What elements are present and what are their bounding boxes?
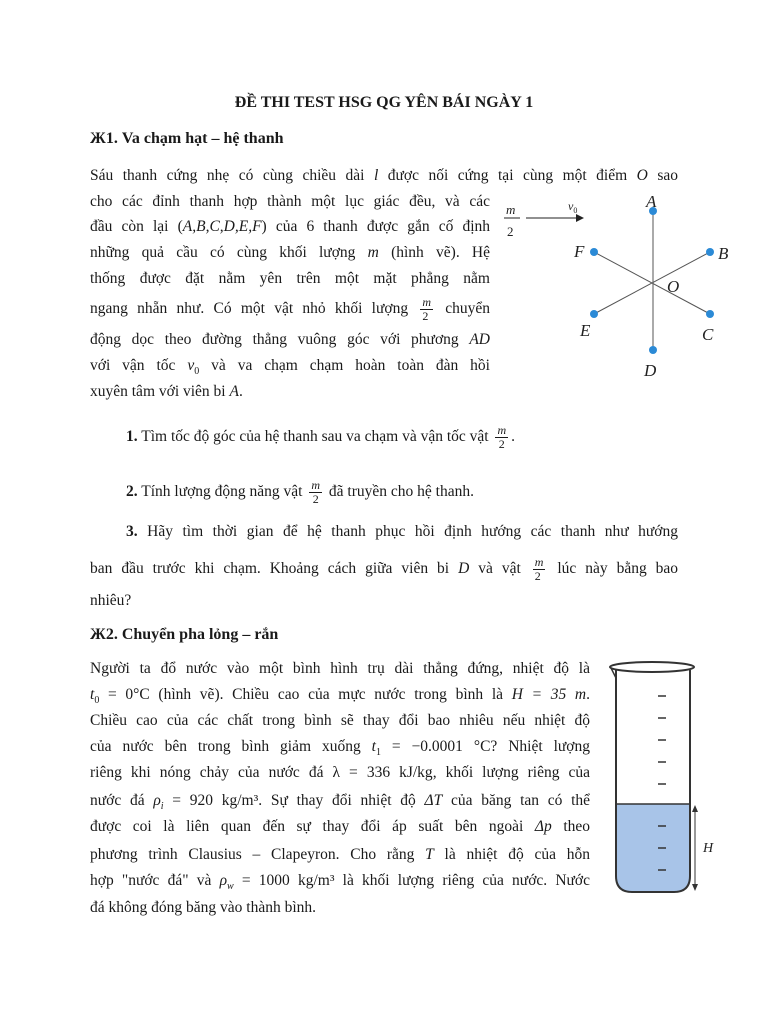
text: sao [657, 167, 679, 184]
p1-line2: cho các đỉnh thanh hợp thành một lục giác đều, và các [90, 193, 490, 210]
p2-line5 [90, 763, 590, 783]
text: là nhiệt độ của hỗn [444, 846, 591, 863]
text: Sáu thanh cứng nhẹ có cùng chiều dài [90, 167, 365, 184]
fraction-m-over-2: $\frac{m}{2}$ [311, 478, 321, 506]
text: ? Nhiệt lượng [490, 738, 590, 755]
text: đầu còn lại ( [90, 218, 183, 235]
text: là khối lượng riêng của nước. Nước [342, 872, 591, 889]
incoming-mass [504, 199, 584, 239]
text: . [238, 383, 243, 400]
rod-system-figure [496, 186, 756, 386]
label-D: D [644, 361, 657, 380]
fraction-m-over-2: $\frac{m}{2}$ [497, 423, 507, 451]
text: được coi là liên quan đến sự thay đổi áp suất bên ngoài [90, 818, 524, 835]
text: của nước bên trong bình giảm xuống [90, 738, 361, 755]
p2-line4 [90, 737, 590, 763]
problem1-heading: Ж1. Va chạm hạt – hệ thanh [90, 130, 284, 147]
p1-line6 [90, 296, 490, 323]
text: . Sự thay đổi nhiệt độ [258, 792, 416, 809]
var-H: H = 35 m [511, 686, 587, 703]
p1-line4 [90, 243, 490, 263]
mass-num: m [506, 202, 516, 217]
p1-line7 [90, 330, 490, 350]
var-lambda: λ = 336 kJ/kg [332, 764, 433, 781]
label-O: O [667, 277, 680, 296]
text: chuyển [445, 300, 491, 318]
var-D: D [458, 560, 470, 578]
text: , khối lượng riêng của [432, 764, 590, 781]
var-v0: $v_0$ [187, 357, 200, 378]
ball-B [706, 248, 714, 256]
text: nước đá [90, 792, 145, 809]
p2-line7 [90, 817, 590, 837]
var-T: T [425, 846, 434, 863]
label-C: C [702, 325, 714, 344]
text: hợp "nước đá" và [90, 872, 212, 889]
fraction-m-over-2: $\frac{m}{2}$ [422, 295, 431, 323]
var-rho-w: $\rho_w = 1000$ kg/m³ [219, 872, 335, 893]
text: và va chạm chạm hoàn toàn đàn hồi [211, 357, 490, 374]
p2-line8 [90, 845, 590, 865]
arrow-down-icon [692, 884, 698, 891]
arrow-up-icon [692, 805, 698, 812]
var-l: l [373, 167, 379, 184]
text: ) của 6 thanh được gắn cố định [261, 218, 490, 235]
label-A: A [646, 192, 657, 211]
rods [594, 211, 710, 350]
p1-line5: thống được đặt nằm yên trên một mặt phẳng nằm [90, 270, 490, 287]
text: (hình vẽ). Hệ [391, 244, 490, 261]
water-fill [616, 804, 690, 892]
var-t1: $t_1 = -0.0001$ °C [371, 738, 491, 759]
question-1 [126, 424, 515, 451]
text: ban đầu trước khi chạm. Khoảng cách giữa viên bi [90, 560, 450, 578]
text: Hãy tìm thời gian để hệ thanh phục hồi định hướng các thanh như hướng [147, 523, 679, 540]
ball-C [706, 310, 714, 318]
q-number: 1. [126, 428, 138, 446]
var-AD: AD [469, 331, 490, 348]
p1-line9 [90, 382, 243, 402]
label-F: F [574, 242, 585, 261]
question-3-line3: nhiêu? [90, 592, 132, 609]
question-2 [126, 479, 474, 506]
text: phương trình Clausius – Clapeyron. Cho rằng [90, 846, 415, 863]
p2-line1: Người ta đổ nước vào một bình hình trụ dài thẳng đứng, nhiệt độ là [90, 660, 590, 677]
question-3-line1 [126, 522, 678, 542]
ball-F [590, 248, 598, 256]
text: lúc này bằng bao [557, 560, 679, 578]
label-E: E [580, 321, 591, 340]
text: của băng tan có thể [450, 792, 591, 809]
var-m: m [367, 244, 379, 261]
text: những quả cầu có cùng khối lượng [90, 244, 356, 261]
var-O: O [636, 167, 648, 184]
ball-E [590, 310, 598, 318]
var-dT: ΔT [424, 792, 443, 809]
arrow-head-icon [576, 214, 584, 222]
p2-line10: đá không đóng băng vào thành bình. [90, 899, 317, 916]
text: và vật [478, 560, 521, 578]
p1-line1 [90, 166, 678, 186]
text: xuyên tâm với viên bi [90, 383, 226, 400]
text: . [586, 686, 590, 703]
v0-label: $v_0$ [568, 199, 578, 215]
fraction-m-over-2: $\frac{m}{2}$ [534, 555, 544, 583]
mass-den: 2 [507, 224, 514, 239]
text: theo [563, 818, 590, 835]
text: Tính lượng động năng vật [141, 483, 303, 501]
label-B: B [718, 244, 729, 263]
problem2-heading: Ж2. Chuyển pha lỏng – rắn [90, 626, 279, 643]
cylinder-rim [610, 662, 694, 672]
label-H: H [703, 841, 714, 856]
cylinder-figure [600, 652, 750, 912]
text: riêng khi nóng chảy của nước đá [90, 764, 324, 781]
p2-line6 [90, 791, 590, 817]
p1-line3 [90, 217, 490, 237]
p2-line9 [90, 871, 590, 897]
text: động dọc theo đường thẳng vuông góc với phương [90, 331, 459, 348]
text: ngang nhẵn như. Có một vật nhỏ khối lượng [90, 300, 409, 318]
var-t0: $t_0 = 0^\circ C$ [90, 686, 150, 707]
ball-D [649, 346, 657, 354]
text: với vận tốc [90, 357, 176, 374]
q-number: 2. [126, 483, 138, 501]
text: Tìm tốc độ góc của hệ thanh sau va chạm và vận tốc vật [141, 428, 489, 446]
q-number: 3. [126, 523, 138, 540]
text: được nối cứng tại cùng một điểm [387, 167, 628, 184]
page-title: ĐỀ THI TEST HSG QG YÊN BÁI NGÀY 1 [234, 94, 534, 111]
question-3-line2 [90, 556, 678, 583]
text: . [511, 428, 515, 446]
var-rho-i: $\rho_i = 920$ kg/m³ [153, 792, 259, 813]
var-A: A [229, 383, 239, 400]
p2-line2 [90, 685, 590, 711]
var-letters: A,B,C,D,E,F [182, 218, 262, 235]
balls [590, 207, 714, 354]
var-dp: Δp [534, 818, 552, 835]
p1-line8 [90, 356, 490, 382]
p2-line3: Chiều cao của các chất trong bình sẽ thay đổi bao nhiêu nếu nhiệt độ [90, 712, 590, 729]
text: (hình vẽ). Chiều cao của mực nước trong bình là [158, 686, 504, 703]
text: đã truyền cho hệ thanh. [328, 483, 474, 501]
